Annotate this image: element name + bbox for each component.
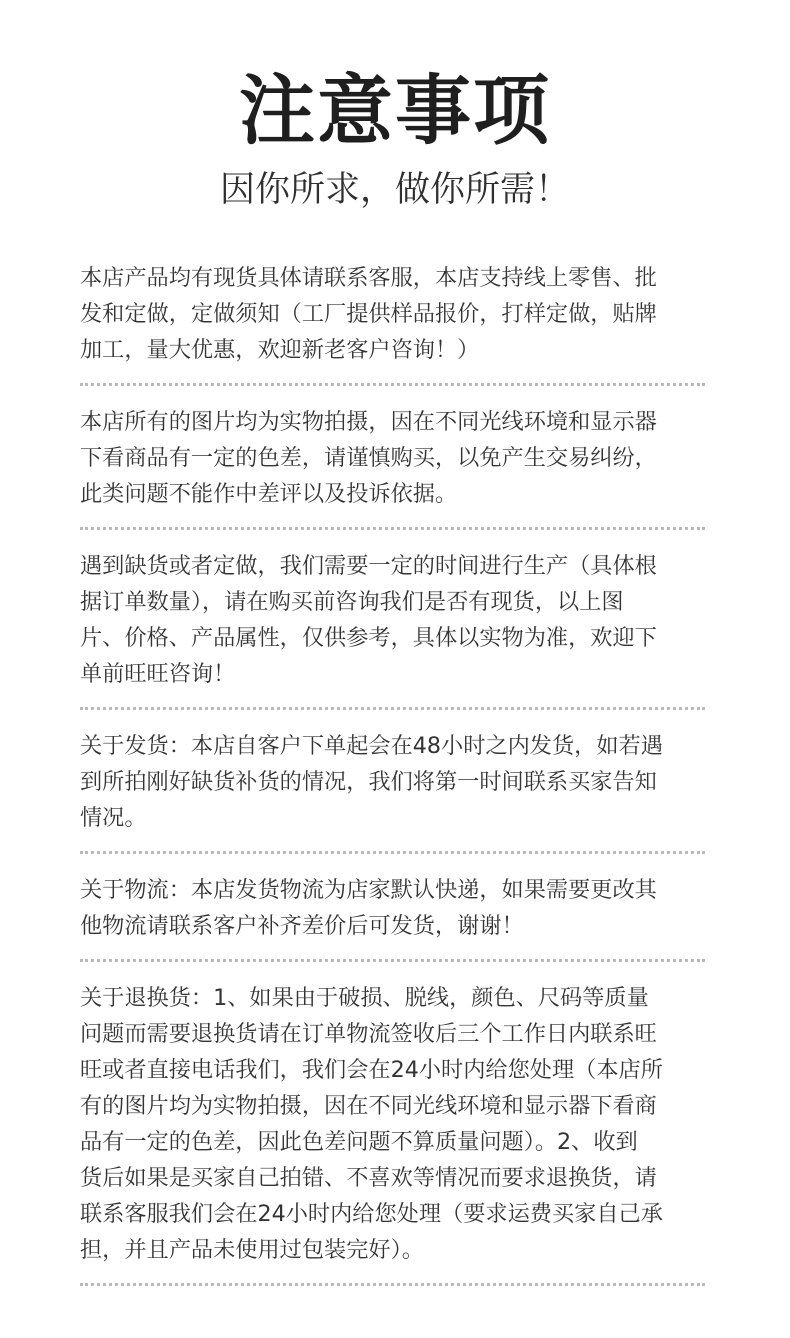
dotted-divider (80, 1283, 705, 1286)
dotted-divider (80, 707, 705, 710)
dotted-divider (80, 959, 705, 962)
notice-logistics: 关于物流：本店发货物流为店家默认快递，如果需要更改其 他物流请联系客户补齐差价后可发货，谢谢！ (80, 877, 657, 939)
dotted-divider (80, 851, 705, 854)
notice-list (80, 258, 705, 1302)
notice-returns: 关于退换货：1、如果由于破损、脱线，颜色、尺码等质量 问题而需要退换货请在订单物流签收后三个工作日内联系旺 旺或者直接电话我们，我们会在24小时内给您处理（本店所 有的图片均为实物拍摄，因在不同光线环境和显示器下看商 品有一定的色差，因此色差问题不算质量问题）。2、收到 货后如果是买家自己拍错、不喜欢等情况而要求退换货，请 联系客服我们会在24小时内给您处理（要求运费买家自己承 担，并且产品未使用过包装完好）。 (80, 985, 663, 1263)
notice-color-difference: 本店所有的图片均为实物拍摄，因在不同光线环境和显示器 下看商品有一定的色差，请谨慎购买，以免产生交易纠纷， 此类问题不能作中差评以及投诉依据。 (80, 409, 657, 507)
notice-shipping: 关于发货：本店自客户下单起会在48小时之内发货，如若遇 到所拍刚好缺货补货的情况，我们将第一时间联系买家告知 情况。 (80, 733, 663, 831)
page-title: 注意事项 (239, 66, 551, 155)
dotted-divider (80, 383, 705, 386)
dotted-divider (80, 527, 705, 530)
notice-out-of-stock: 遇到缺货或者定做，我们需要一定的时间进行生产（具体根 据订单数量），请在购买前咨询我们是否有现货，以上图 片、价格、产品属性，仅供参考，具体以实物为准，欢迎下 单前旺旺咨询！ (80, 553, 657, 687)
page-subtitle: 因你所求，做你所需！ (219, 170, 570, 210)
notice-stock-and-custom: 本店产品均有现货具体请联系客服，本店支持线上零售、批 发和定做，定做须知（工厂提供样品报价，打样定做，贴牌 加工，量大优惠，欢迎新老客户咨询！） (80, 265, 657, 363)
